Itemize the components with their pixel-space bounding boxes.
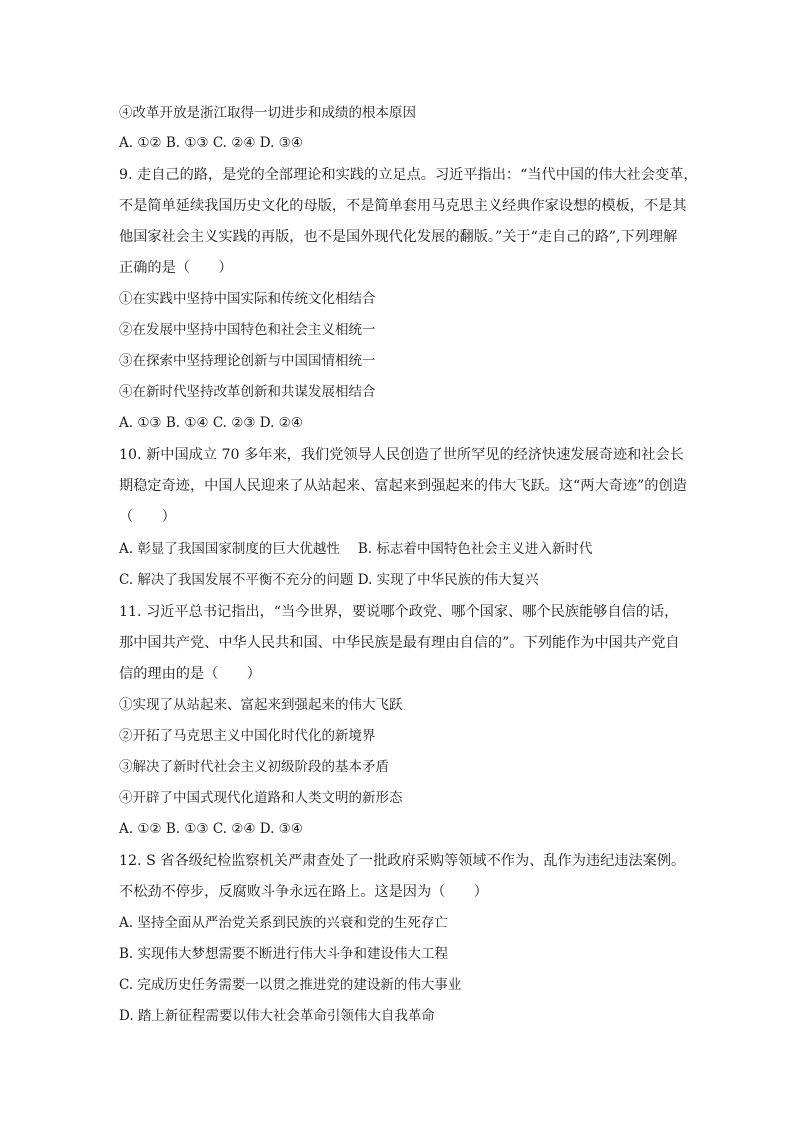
q11-item-4: ④开辟了中国式现代化道路和人类文明的新形态 [119,790,403,806]
q8-item-4: ④改革开放是浙江取得一切进步和成绩的根本原因 [119,105,416,121]
q10-stem-line-1: 10. 新中国成立 70 多年来，我们党领导人民创造了世所罕见的经济快速发展奇迹和社会长 [119,447,684,463]
q11-item-3: ③解决了新时代社会主义初级阶段的基本矛盾 [119,759,389,775]
q10-option-a: A. 彰显了我国国家制度的巨大优越性 [119,541,340,557]
q12-option-c: C. 完成历史任务需要一以贯之推进党的建设新的伟大事业 [119,977,462,993]
q11-options: A. ①② B. ①③ C. ②④ D. ③④ [119,821,303,837]
q9-item-1: ①在实践中坚持中国实际和传统文化相结合 [119,291,376,307]
q11-stem-line-2: 那中国共产党、中华人民共和国、中华民族是最有理由自信的”。下列能作为中国共产党自 [119,635,680,651]
q12-option-d: D. 踏上新征程需要以伟大社会革命引领伟大自我革命 [119,1008,435,1024]
q10-stem-line-2: 期稳定奇迹，中国人民迎来了从站起来、富起来到强起来的伟大飞跃。这“两大奇迹”的创造 [119,478,687,494]
q12-stem-line-1: 12. S 省各级纪检监察机关严肃查处了一批政府采购等领域不作为、乱作为违纪违法案例。 [119,853,686,869]
q9-item-3: ③在探索中坚持理论创新与中国国情相统一 [119,353,376,369]
q11-item-2: ②开拓了马克思主义中国化时代化的新境界 [119,728,376,744]
q9-stem-line-3: 他国家社会主义实践的再版，也不是国外现代化发展的翻版。”关于“走自己的路”,下列理解 [119,229,678,245]
q8-options: A. ①② B. ①③ C. ②④ D. ③④ [119,135,303,151]
q9-options: A. ①③ B. ①④ C. ②③ D. ②④ [119,415,303,431]
q9-item-4: ④在新时代坚持改革创新和共谋发展相结合 [119,384,376,400]
q9-stem-line-2: 不是简单延续我国历史文化的母版，不是简单套用马克思主义经典作家设想的模板，不是其 [119,198,687,214]
q10-options-ab [119,539,679,559]
q11-stem-line-1: 11. 习近平总书记指出，“当今世界，要说哪个政党、哪个国家、哪个民族能够自信的话， [119,604,679,620]
q10-option-b: B. 标志着中国特色社会主义进入新时代 [357,541,593,557]
q12-stem-line-2: 不松劲不停步，反腐败斗争永远在路上。这是因为（ ） [119,884,488,900]
q10-options-cd: C. 解决了我国发展不平衡不充分的问题 D. 实现了中华民族的伟大复兴 [119,572,539,588]
q11-stem-line-3: 信的理由的是（ ） [119,666,261,682]
q10-stem-line-3: （ ） [119,509,176,525]
q9-stem-line-1: 9. 走自己的路，是党的全部理论和实践的立足点。习近平指出：“当代中国的伟大社会变革， [119,167,698,183]
q12-option-a: A. 坚持全面从严治党关系到民族的兴衰和党的生死存亡 [119,915,448,931]
q9-stem-line-4: 正确的是（ ） [119,260,233,276]
q12-option-b: B. 实现伟大梦想需要不断进行伟大斗争和建设伟大工程 [119,946,449,962]
q11-item-1: ①实现了从站起来、富起来到强起来的伟大飞跃 [119,697,403,713]
q9-item-2: ②在发展中坚持中国特色和社会主义相统一 [119,322,376,338]
